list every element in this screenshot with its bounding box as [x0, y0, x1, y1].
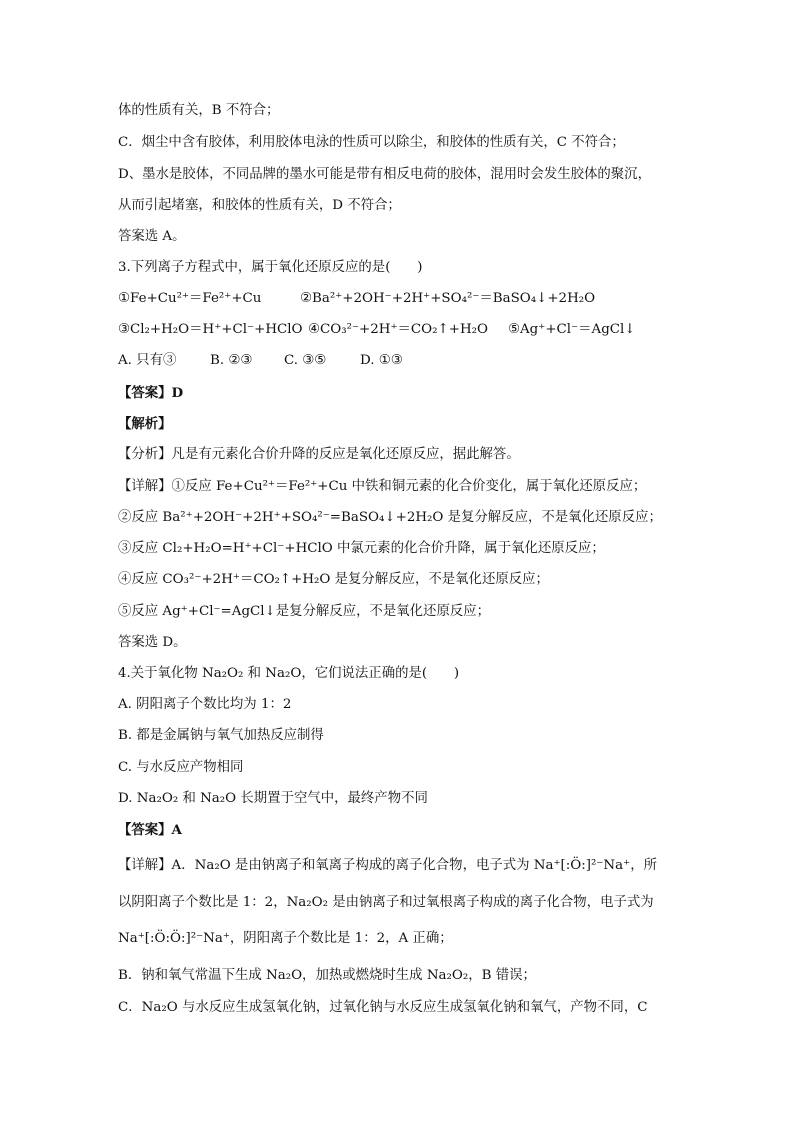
- option-c: C. 与水反应产物相同: [118, 760, 244, 775]
- text-line: C．烟尘中含有胶体，利用胶体电泳的性质可以除尘，和胶体的性质有关，C 不符合；: [118, 135, 625, 150]
- question-4-title: 4.关于氧化物 Na₂O₂ 和 Na₂O，它们说法正确的是( ): [118, 666, 460, 681]
- equation-row-2: [118, 321, 676, 339]
- text-line: 答案选 A。: [118, 229, 186, 244]
- text-line: ②反应 Ba²⁺+2OH⁻+2H⁺+SO₄²⁻=BaSO₄↓+2H₂O 是复分解反应，不是氧化还原反应；: [118, 510, 662, 525]
- text-line: 【详解】A．Na₂O 是由钠离子和氧离子构成的离子化合物，电子式为 Na⁺[:Ö:]²⁻Na⁺，所: [118, 858, 657, 873]
- analysis-label: 【解析】: [118, 416, 172, 432]
- text-line: ④反应 CO₃²⁻+2H⁺＝CO₂↑+H₂O 是复分解反应，不是氧化还原反应；: [118, 572, 549, 587]
- answer-label: 【答案】D: [118, 385, 184, 401]
- text-line: C．Na₂O 与水反应生成氢氧化钠，过氧化钠与水反应生成氢氧化钠和氧气，产物不同，C: [118, 1000, 648, 1015]
- answer-label: 【答案】A: [118, 822, 182, 838]
- text-line: ⑤反应 Ag⁺+Cl⁻=AgCl↓是复分解反应，不是氧化还原反应；: [118, 604, 491, 619]
- text-line: 【分析】凡是有元素化合价升降的反应是氧化还原反应，据此解答。: [118, 447, 520, 462]
- text-line: B．钠和氧气常温下生成 Na₂O，加热或燃烧时生成 Na₂O₂，B 错误；: [118, 968, 536, 983]
- option-b: B. 都是金属钠与氧气加热反应制得: [118, 728, 324, 743]
- option-d: D. Na₂O₂ 和 Na₂O 长期置于空气中，最终产物不同: [118, 791, 428, 806]
- text-line: 从而引起堵塞，和胶体的性质有关，D 不符合；: [118, 198, 401, 213]
- option-b: B. ②③: [210, 353, 253, 368]
- option-c: C. ③⑤: [284, 353, 327, 368]
- equation-row-1: [118, 290, 676, 308]
- equation-1: ①Fe+Cu²⁺＝Fe²⁺+Cu: [118, 291, 262, 306]
- equation-3: ③Cl₂+H₂O＝H⁺+Cl⁻+HClO: [118, 322, 303, 337]
- option-a: A. 阴阳离子个数比均为 1：2: [118, 697, 292, 712]
- text-line: ③反应 Cl₂+H₂O=H⁺+Cl⁻+HClO 中氯元素的化合价升降，属于氧化还原反应；: [118, 541, 605, 556]
- text-line: 答案选 D。: [118, 635, 187, 650]
- text-line: Na⁺[:Ö:Ö:]²⁻Na⁺，阴阳离子个数比是 1：2，A 正确；: [118, 931, 453, 946]
- equation-4: ④CO₃²⁻+2H⁺＝CO₂↑+H₂O: [308, 322, 488, 337]
- text-line: D、墨水是胶体，不同品牌的墨水可能是带有相反电荷的胶体，混用时会发生胶体的聚沉，: [118, 167, 651, 182]
- option-a: A. 只有③: [118, 353, 177, 368]
- options-row: [118, 352, 676, 370]
- text-line: 体的性质有关，B 不符合；: [118, 103, 280, 118]
- equation-5: ⑤Ag⁺+Cl⁻＝AgCl↓: [508, 322, 636, 337]
- text-line: 【详解】①反应 Fe+Cu²⁺＝Fe²⁺+Cu 中铁和铜元素的化合价变化，属于氧化还原反应；: [118, 479, 647, 494]
- text-line: 以阴阳离子个数比是 1：2，Na₂O₂ 是由钠离子和过氧根离子构成的离子化合物，电子式为: [118, 895, 654, 910]
- option-d: D. ①③: [360, 353, 403, 368]
- equation-2: ②Ba²⁺+2OH⁻+2H⁺+SO₄²⁻＝BaSO₄↓+2H₂O: [300, 291, 596, 306]
- question-3-title: 3.下列离子方程式中，属于氧化还原反应的是( ): [118, 260, 423, 275]
